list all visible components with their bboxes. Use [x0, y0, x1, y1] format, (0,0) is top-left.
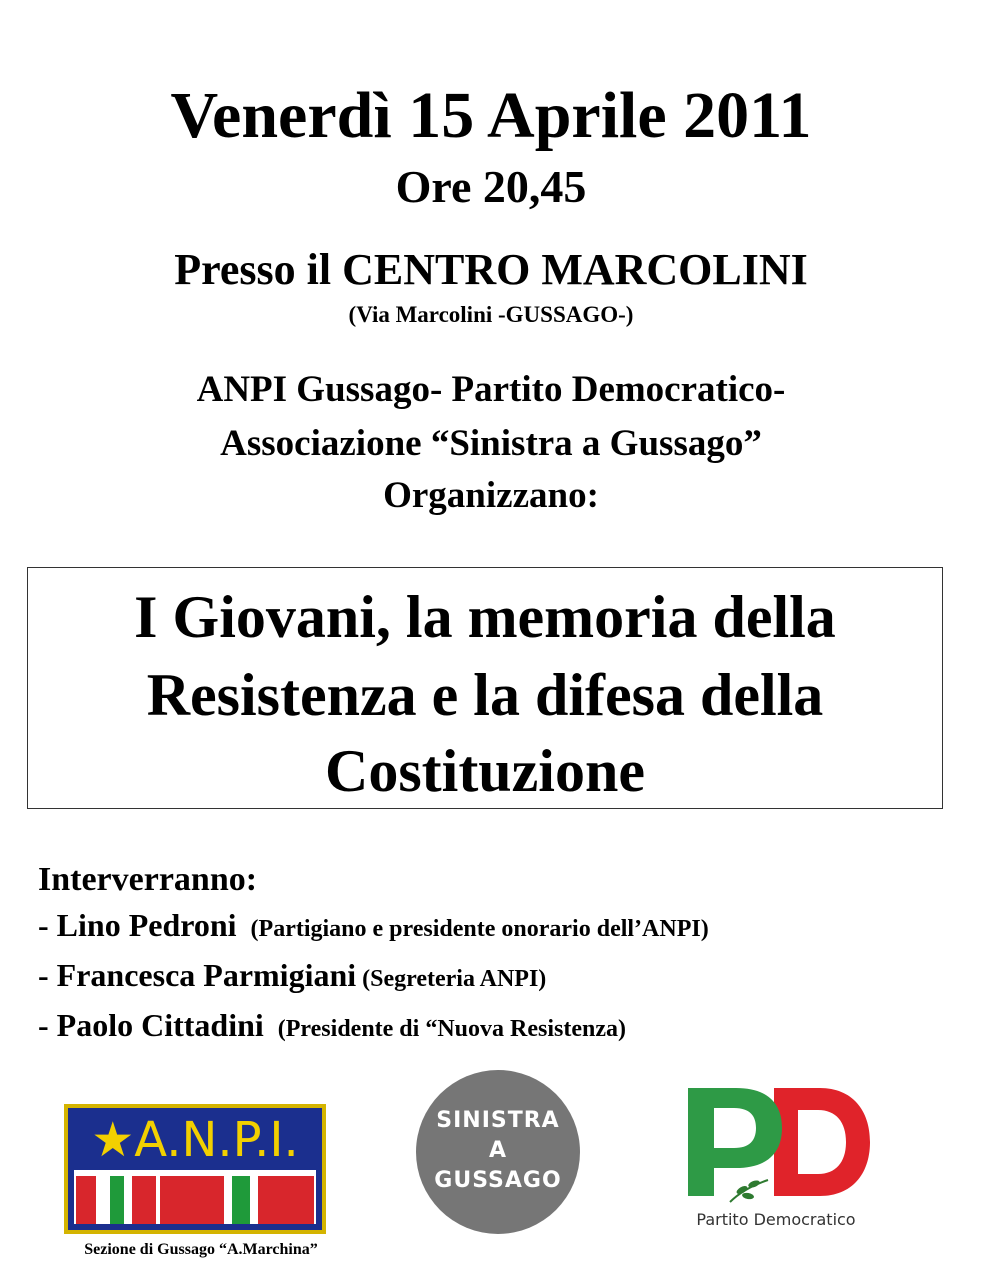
speaker-item	[38, 952, 709, 1002]
speakers-heading: Interverranno:	[38, 861, 258, 898]
speakers-list	[38, 860, 709, 1052]
anpi-flag-band	[74, 1170, 316, 1224]
pd-logo-caption: Partito Democratico	[696, 1210, 856, 1229]
speaker-item	[38, 1002, 709, 1052]
sinistra-logo-line-3: GUSSAGO	[434, 1168, 562, 1193]
event-date: Venerdì 15 Aprile 2011	[170, 79, 812, 152]
event-title-line-2: Resistenza e la difesa della	[146, 662, 824, 728]
pd-logo	[670, 1076, 882, 1236]
event-title-line-3: Costituzione	[325, 738, 645, 804]
pd-logo-mark	[670, 1076, 882, 1210]
event-venue: Presso il CENTRO MARCOLINI	[174, 245, 808, 294]
speaker-role: (Presidente di “Nuova Resistenza)	[277, 1016, 626, 1042]
speaker-name: - Lino Pedroni	[38, 907, 245, 943]
speaker-item	[38, 902, 709, 952]
anpi-logo	[64, 1104, 326, 1234]
event-title-box	[27, 567, 943, 809]
anpi-logo-text: ★A.N.P.I.	[91, 1112, 299, 1168]
speaker-role: (Partigiano e presidente onorario dell’ANPI)	[250, 916, 709, 942]
sinistra-gussago-logo	[414, 1068, 582, 1238]
event-time: Ore 20,45	[395, 161, 587, 212]
organizers-line-1: ANPI Gussago- Partito Democratico-	[196, 369, 786, 410]
anpi-caption: Sezione di Gussago “A.Marchina”	[84, 1241, 318, 1258]
event-address: (Via Marcolini -GUSSAGO-)	[348, 302, 634, 327]
speaker-role: (Segreteria ANPI)	[362, 966, 547, 992]
event-title-line-1: I Giovani, la memoria della	[134, 584, 836, 650]
speaker-name: - Paolo Cittadini	[38, 1007, 272, 1043]
sinistra-logo-line-1: SINISTRA	[436, 1108, 560, 1133]
speaker-name: - Francesca Parmigiani	[38, 957, 357, 993]
organizers-line-3: Organizzano:	[383, 475, 599, 516]
organizers-line-2: Associazione “Sinistra a Gussago”	[220, 423, 762, 464]
sinistra-logo-line-2: A	[488, 1138, 508, 1163]
